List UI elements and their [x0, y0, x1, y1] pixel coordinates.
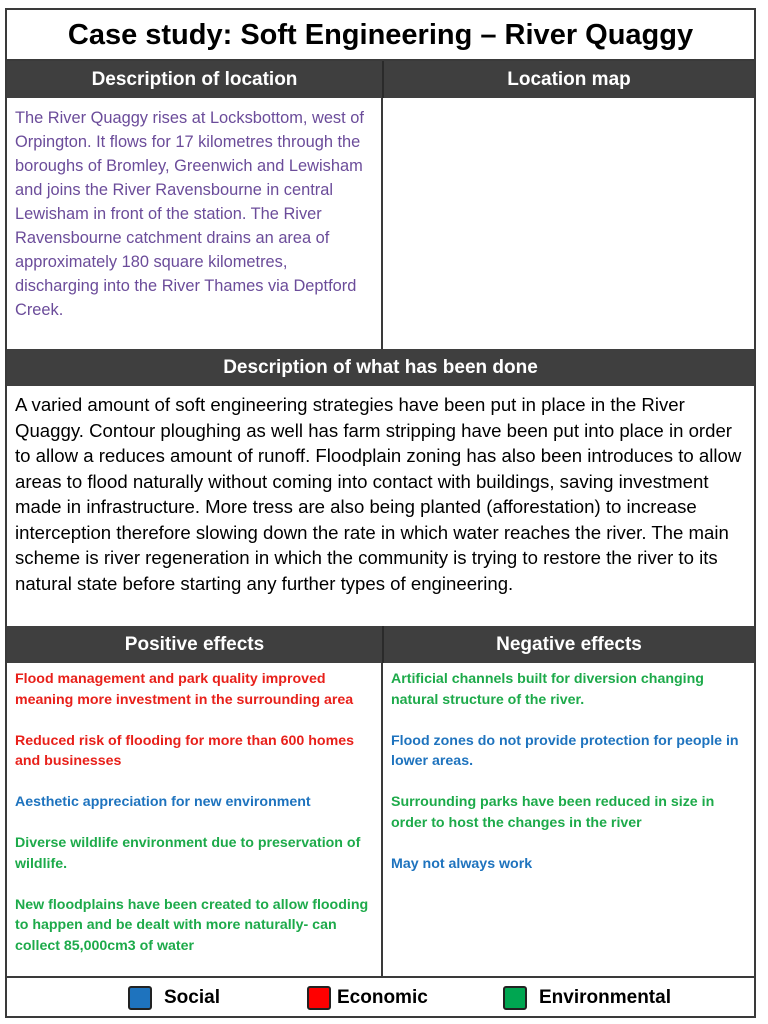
legend-label-economic: Economic: [337, 987, 428, 1008]
header-description-done: Description of what has been done: [7, 349, 754, 386]
social-swatch-icon: [128, 986, 152, 1010]
case-study-sheet: [5, 8, 756, 1018]
positive-effect-item: Aesthetic appreciation for new environment: [15, 794, 311, 810]
header-positive-effects: Positive effects: [7, 626, 382, 663]
what-has-been-done-text: A varied amount of soft engineering strategies have been put in place in the River Quaggy. Contour ploughing as well has farm stripping have been put into place in order to allow a reduces amount of runoff. Floodplain zoning has also been introduces to allow areas to flood naturally without coming into contact with buildings, saving investment made in infrastructure. More tress are also being planted (afforestation) to increase interception therefore slowing down the rate in which water reaches the river. The main scheme is river regeneration in which the community is trying to restore the river to its natural state before starting any further types of engineering.: [15, 394, 742, 594]
positive-effect-item: Diverse wildlife environment due to preservation of wildlife.: [15, 835, 361, 872]
legend-item-social: [128, 984, 220, 1012]
legend-item-environmental: [503, 984, 671, 1012]
location-map-area: [383, 98, 754, 350]
positive-effect-item: Reduced risk of flooding for more than 600 homes and businesses: [15, 732, 354, 769]
effects-header-divider: [382, 626, 384, 663]
positive-effect-item: Flood management and park quality improved meaning more investment in the surrounding area: [15, 671, 354, 708]
negative-effects-list: [383, 663, 754, 977]
legend-item-economic: [307, 984, 428, 1012]
negative-effect-item: Flood zones do not provide protection for people in lower areas.: [391, 732, 739, 769]
header-divider: [382, 61, 384, 98]
legend-label-social: Social: [164, 987, 220, 1008]
positive-effects-list: [7, 663, 382, 977]
negative-effect-item: Surrounding parks have been reduced in size in order to host the changes in the river: [391, 794, 715, 831]
legend-label-environmental: Environmental: [539, 987, 671, 1008]
negative-effect-item: May not always work: [391, 855, 533, 872]
positive-effect-item: New floodplains have been created to allow flooding to happen and be dealt with more naturally- can collect 85,000cm3 of water: [15, 896, 369, 954]
header-description-of-location: Description of location: [7, 61, 382, 98]
header-location-map: Location map: [384, 61, 754, 98]
economic-swatch-icon: [307, 986, 331, 1010]
header-negative-effects: Negative effects: [384, 626, 754, 663]
location-description-text: The River Quaggy rises at Locksbottom, west of Orpington. It flows for 17 kilometres through the boroughs of Bromley, Greenwich and Lewisham and joins the River Ravensbourne in central Lewisham in front of the station. The River Ravensbourne catchment drains an area of approximately 180 square kilometres, discharging into the River Thames via Deptford Creek.: [15, 109, 364, 319]
negative-effect-item: Artificial channels built for diversion changing natural structure of the river.: [391, 671, 704, 708]
page-title: Case study: Soft Engineering – River Quaggy: [7, 10, 754, 61]
environmental-swatch-icon: [503, 986, 527, 1010]
legend: [7, 978, 754, 1018]
